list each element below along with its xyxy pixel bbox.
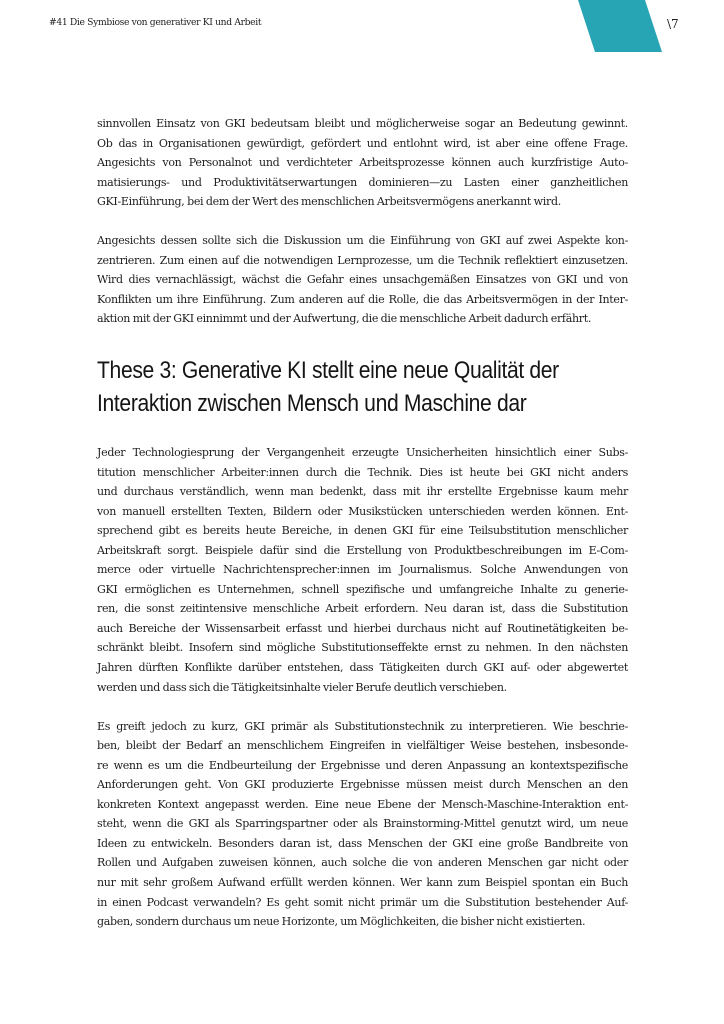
text-line: Arbeitskraft sorgt. Beispiele dafür sind die Erstellung von Produktbeschreibungen im E-Com- <box>97 543 628 557</box>
text-line: Konflikten um ihre Einführung. Zum anderen auf die Rolle, die das Arbeitsvermögen in der Inter- <box>97 292 628 306</box>
heading-line: These 3: Generative KI stellt eine neue Qualität der <box>97 356 559 384</box>
text-line: re wenn es um die Endbeurteilung der Ergebnisse und deren Anpassung an kontextspezifische <box>97 758 628 772</box>
text-line: GKI ermöglichen es Unternehmen, schnell spezifische und umfangreiche Inhalte zu generie- <box>97 582 628 596</box>
text-line: und durchaus verständlich, wenn man bedenkt, dass mit ihr erstellte Ergebnisse kaum mehr <box>97 485 628 499</box>
paragraph-2 <box>97 231 628 329</box>
text-line: Anforderungen geht. Von GKI produzierte Ergebnisse müssen meist durch Menschen an den <box>97 778 628 792</box>
text-line: Es greift jedoch zu kurz, GKI primär als Substitutionstechnik zu interpretieren. Wie beschrie- <box>97 719 628 733</box>
text-line: sprechend gibt es bereits heute Bereiche, in denen GKI für eine Teilsubstitution menschlicher <box>97 524 628 538</box>
body-content <box>97 114 628 932</box>
section-heading-these-3 <box>97 354 643 421</box>
text-line: Rollen und Aufgaben zuweisen können, auch solche die von anderen Menschen gar nicht oder <box>97 856 628 870</box>
text-line: ren, die sonst zeitintensive menschliche Arbeit erfordern. Neu daran ist, dass die Substitution <box>97 602 628 616</box>
running-header-title: #41 Die Symbiose von generativer KI und Arbeit <box>49 17 262 28</box>
text-line: gaben, sondern durchaus um neue Horizonte, um Möglichkeiten, die bisher nicht existierten. <box>97 915 586 929</box>
text-line: sinnvollen Einsatz von GKI bedeutsam bleibt und möglicherweise sogar an Bedeutung gewinnt. <box>97 117 628 130</box>
text-line: aktion mit der GKI einnimmt und der Aufwertung, die die menschliche Arbeit dadurch erfährt. <box>97 312 592 326</box>
accent-parallelogram-decoration <box>578 0 664 52</box>
text-line: in einen Podcast verwandeln? Es geht somit nicht primär um die Substitution bestehender Auf- <box>97 895 628 909</box>
text-line: schränkt bleibt. Insofern sind mögliche Substitutionseffekte ernst zu nehmen. In den nächsten <box>97 641 628 655</box>
text-line: auch Bereiche der Wissensarbeit erfasst und hierbei durchaus nicht auf Routinetätigkeiten be- <box>97 621 628 635</box>
text-line: von manuell erstellten Texten, Bildern oder Musikstücken unterschieden werden können. Ent- <box>97 504 628 518</box>
text-line: ben, bleibt der Bedarf an menschlichem Eingreifen in vielfältiger Weise bestehen, insbesonde- <box>97 739 628 753</box>
text-line: werden und dass sich die Tätigkeitsinhalte vieler Berufe deutlich verschieben. <box>97 680 507 694</box>
text-line: Ob das in Organisationen gewürdigt, gefördert und entlohnt wird, ist aber eine offene Frage. <box>97 136 628 150</box>
text-line: matisierungs- und Produktivitätserwartungen dominieren—zu Lasten einer ganzheitlichen <box>97 175 628 189</box>
text-line: Jahren dürften Konflikte darüber entstehen, dass Tätigkeiten durch GKI auf- oder abgewertet <box>97 660 628 674</box>
heading-line: Interaktion zwischen Mensch und Maschine dar <box>97 390 527 418</box>
text-line: Angesichts von Personalnot und verdichteter Arbeitsprozesse können auch kurzfristige Auto- <box>97 156 628 170</box>
paragraph-1 <box>97 114 628 212</box>
page-number: \7 <box>667 17 679 31</box>
text-line: Wird dies vernachlässigt, wächst die Gefahr eines unsachgemäßen Einsatzes von GKI und von <box>97 273 628 287</box>
text-line: steht, wenn die GKI als Sparringspartner oder als Brainstorming-Mittel genutzt wird, um neue <box>97 817 628 831</box>
text-line: zentrieren. Zum einen auf die notwendigen Lernprozesse, um die Technik reflektiert einzusetzen. <box>97 253 628 267</box>
paragraph-4 <box>97 717 628 932</box>
text-line: Jeder Technologiesprung der Vergangenheit erzeugte Unsicherheiten hinsichtlich einer Subs- <box>97 445 628 459</box>
text-line: GKI-Einführung, bei dem der Wert des menschlichen Arbeitsvermögens anerkannt wird. <box>97 195 561 209</box>
text-line: nur mit sehr großem Aufwand erfüllt werden können. Wer kann zum Beispiel spontan ein Buch <box>97 875 628 889</box>
text-line: titution menschlicher Arbeiter:innen durch die Technik. Dies ist heute bei GKI nicht anders <box>97 465 628 479</box>
text-line: Ideen zu entwickeln. Besonders daran ist, dass Menschen der GKI eine große Bandbreite von <box>97 836 628 850</box>
text-line: merce oder virtuelle Nachrichtensprecher:innen im Journalismus. Solche Anwendungen von <box>97 563 628 577</box>
paragraph-3 <box>97 443 628 697</box>
text-line: Angesichts dessen sollte sich die Diskussion um die Einführung von GKI auf zwei Aspekte kon- <box>97 234 628 248</box>
text-line: konkreten Kontext angepasst werden. Eine neue Ebene der Mensch-Maschine-Interaktion ent- <box>97 797 628 811</box>
